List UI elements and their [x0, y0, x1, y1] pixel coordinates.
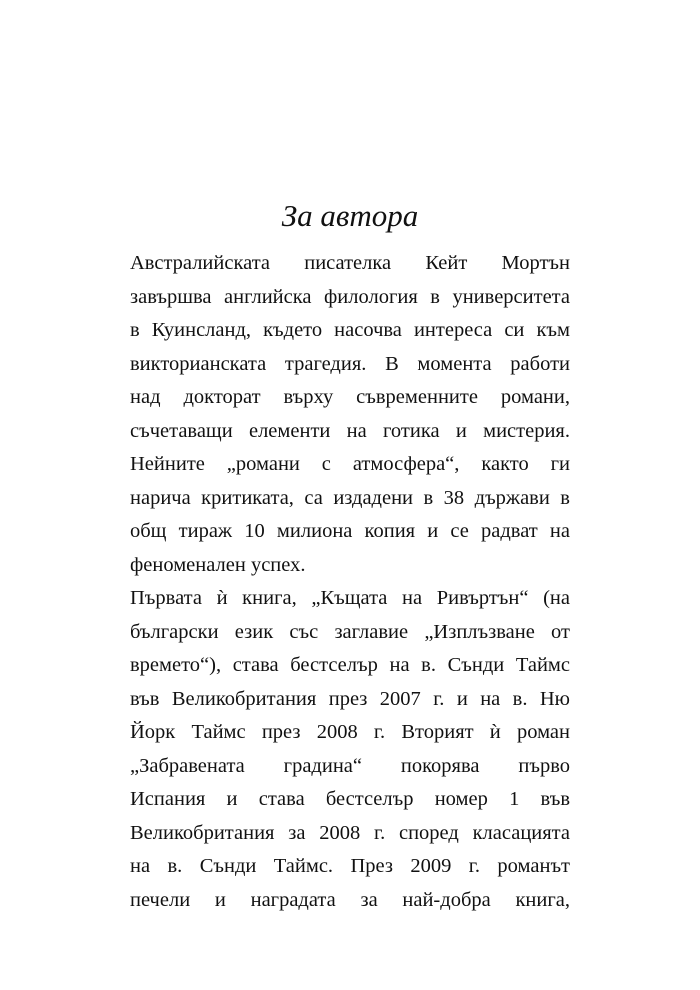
text-line: Испания и става бестселър номер 1 във: [130, 788, 570, 810]
text-line: „Забравената градина“ покорява първо: [130, 754, 570, 777]
text-line: завършва английска филология в университета: [130, 285, 570, 308]
text-line: Йорк Таймс през 2008 г. Вторият ѝ роман: [130, 721, 570, 743]
text-line: общ тираж 10 милиона копия и се радват на: [130, 520, 570, 542]
page-title: За автора: [281, 198, 419, 233]
text-line: Австралийската писателка Кейт Мортън: [130, 252, 570, 274]
body-text: [130, 247, 570, 917]
text-line: над докторат върху съвременните романи,: [130, 386, 570, 408]
text-line: печели и наградата за най-добра книга,: [130, 888, 570, 911]
text-line: на в. Сънди Таймс. През 2009 г. романът: [130, 855, 570, 877]
text-line: Нейните „романи с атмосфера“, както ги: [130, 453, 570, 475]
text-line: съчетаващи елементи на готика и мистерия.: [130, 419, 570, 442]
text-line: викторианската трагедия. В момента работи: [130, 352, 570, 375]
text-line: във Великобритания през 2007 г. и на в. Ню: [130, 687, 570, 710]
text-line: в Куинсланд, където насочва интереса си към: [130, 319, 570, 341]
paragraph-2: [130, 582, 570, 917]
text-line: нарича критиката, са издадени в 38 държави в: [130, 486, 570, 509]
text-line: времето“), става бестселър на в. Сънди Таймс: [130, 654, 570, 676]
text-line: феноменален успех.: [130, 553, 306, 576]
text-line: Първата ѝ книга, „Къщата на Ривъртън“ (на: [130, 587, 570, 609]
paragraph-1: [130, 247, 570, 582]
text-line: български език със заглавие „Изплъзване от: [130, 620, 570, 643]
text-line: Великобритания за 2008 г. според класацията: [130, 821, 570, 844]
